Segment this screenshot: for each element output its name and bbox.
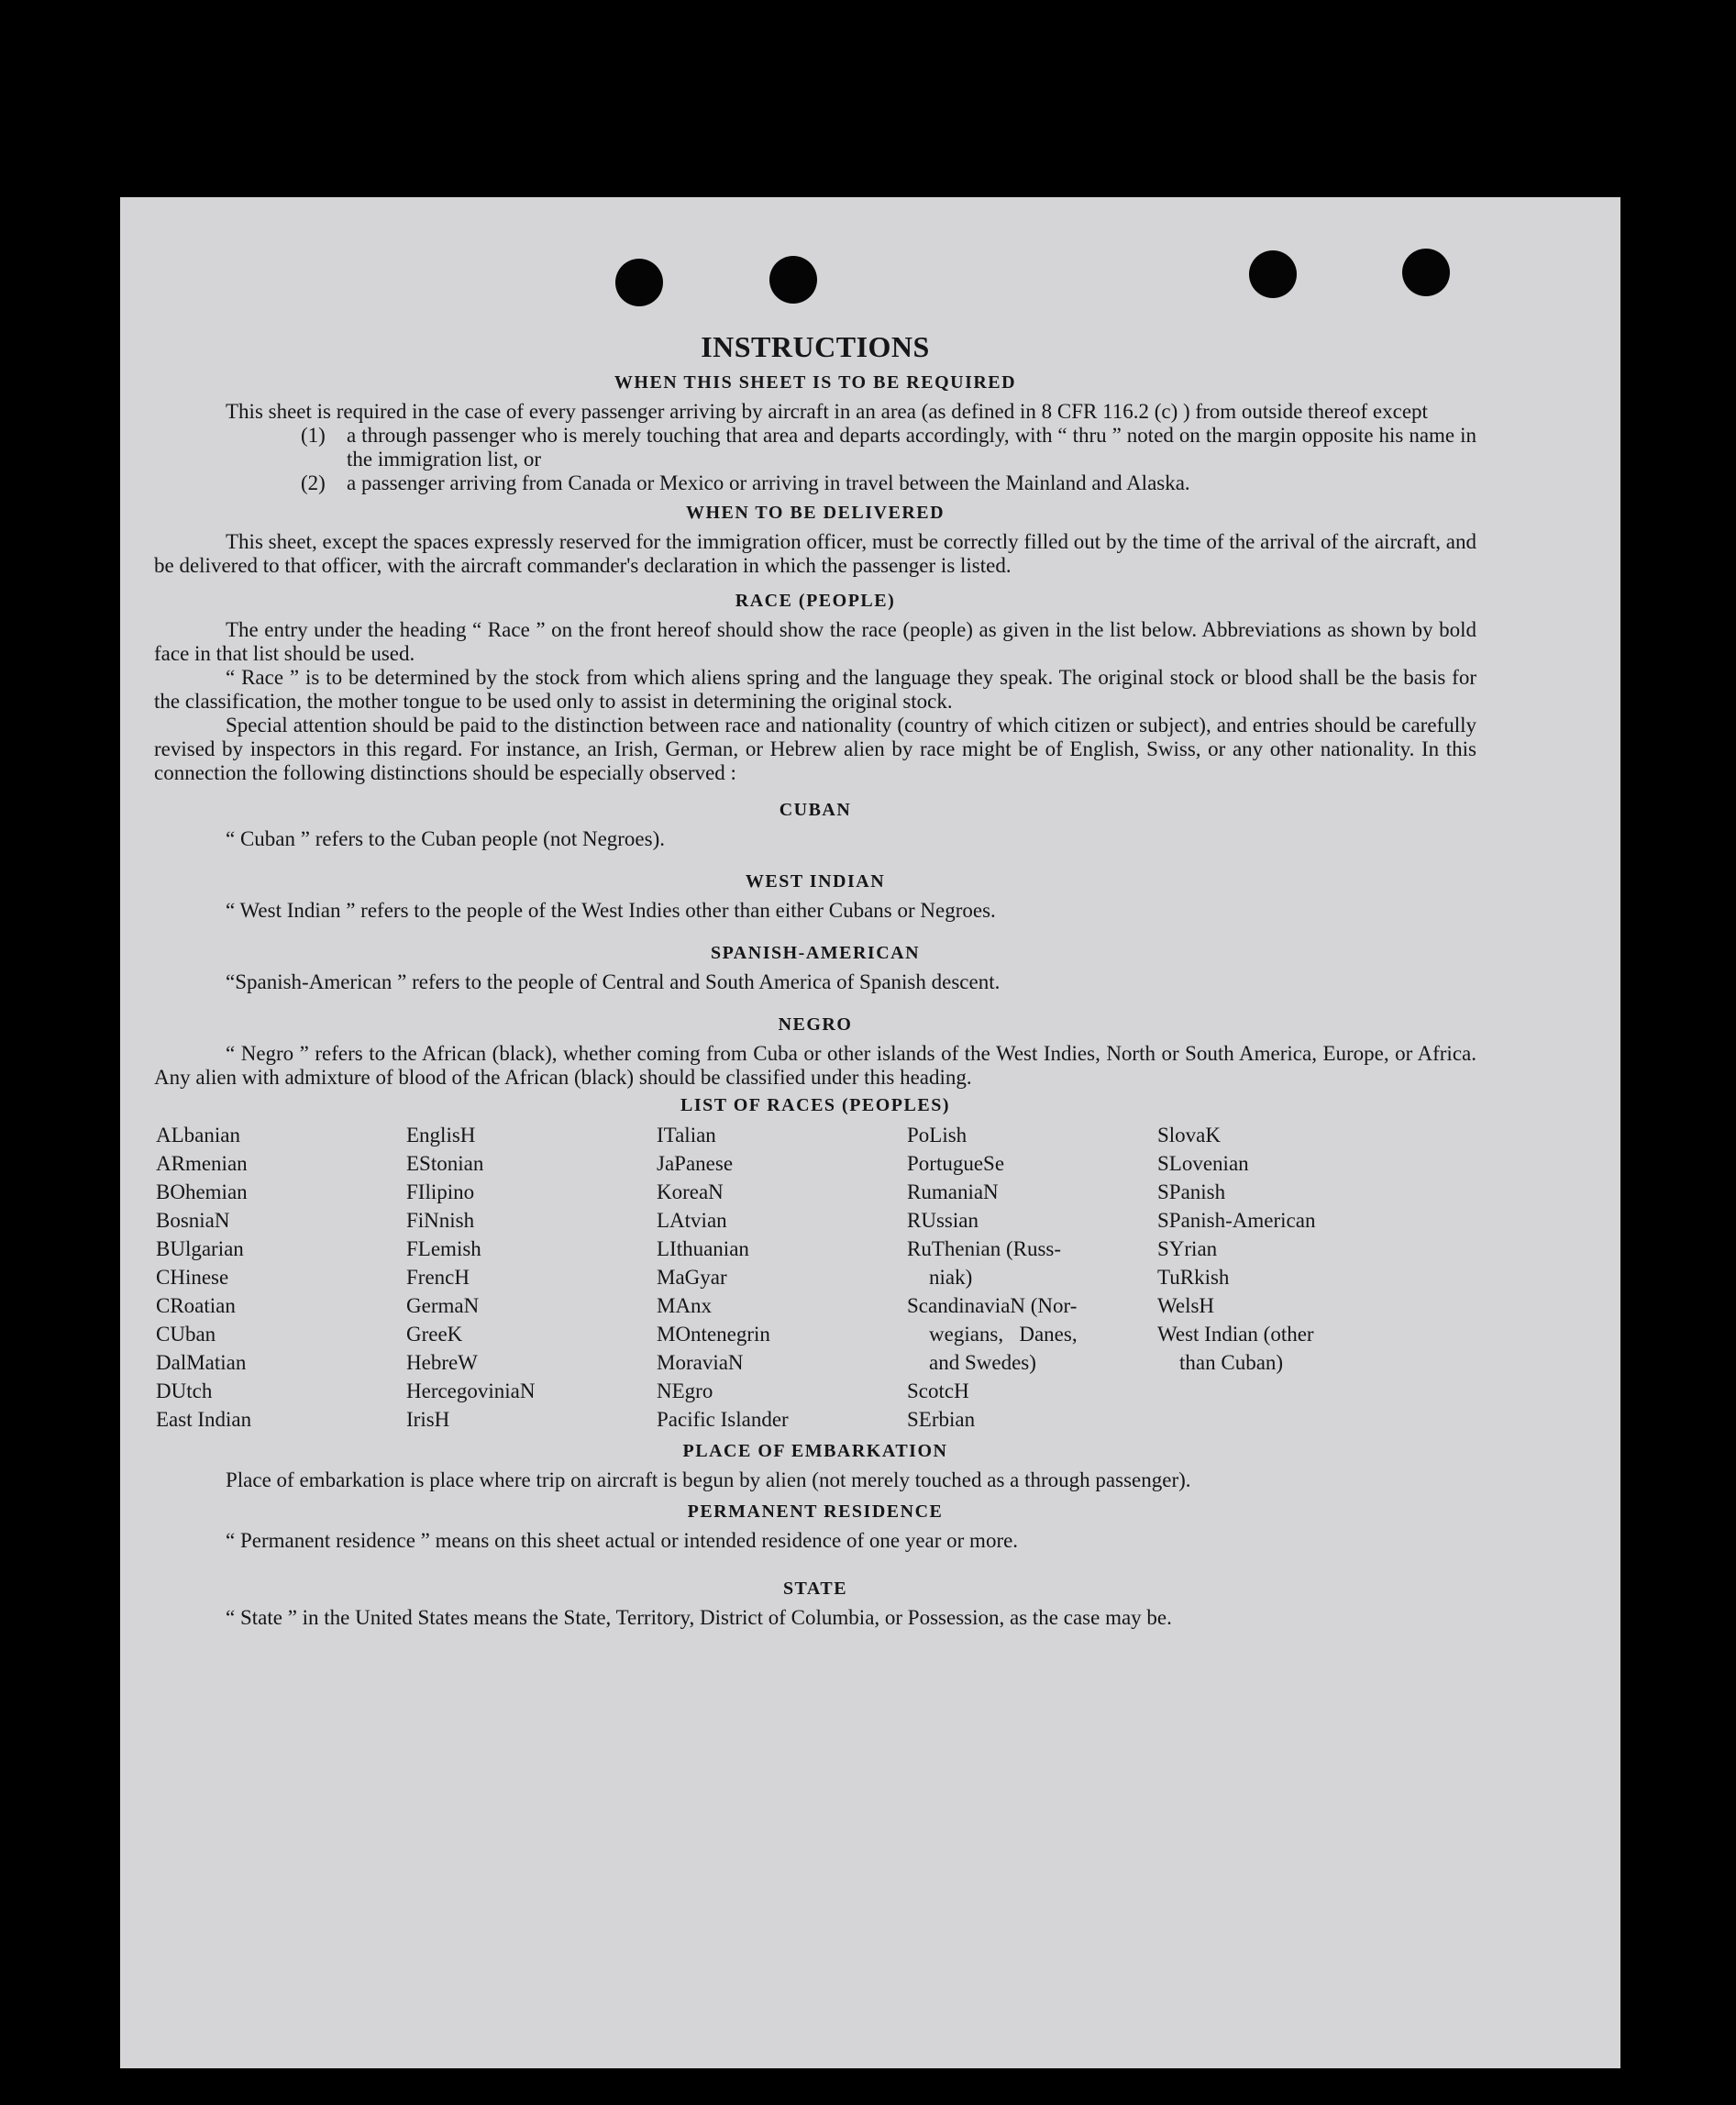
race-paragraph-1: The entry under the heading “ Race ” on the front hereof should show the race (people) as given in the list below. Abbreviations as shown by bold face in that list should be used. (154, 618, 1476, 665)
race-entry: GreeK (406, 1323, 463, 1346)
race-entry: FLemish (406, 1237, 481, 1260)
race-entry: Pacific Islander (657, 1408, 789, 1431)
race-entry: FrencH (406, 1266, 470, 1289)
race-entry: CRoatian (156, 1294, 236, 1317)
race-entry: ALbanian (156, 1124, 240, 1147)
race-entry: DalMatian (156, 1351, 247, 1374)
punch-hole (615, 259, 663, 306)
races-column-2 (406, 1121, 657, 1434)
race-entry: FIlipino (406, 1180, 475, 1203)
race-entry: SYrian (1157, 1237, 1218, 1260)
race-entry: MaGyar (657, 1266, 727, 1289)
races-column-3 (657, 1121, 907, 1434)
race-entry: BosniaN (156, 1209, 230, 1232)
race-entry: ScotcH (907, 1379, 969, 1402)
state-text: “ State ” in the United States means the State, Territory, District of Columbia, or Possession, as the case may be. (226, 1606, 1172, 1629)
race-entry: PortugueSe (907, 1152, 1005, 1175)
races-column-1 (156, 1121, 406, 1434)
race-entry: LIthuanian (657, 1237, 749, 1260)
race-entry-continued: than Cuban) (1179, 1351, 1284, 1374)
race-entry: DUtch (156, 1379, 213, 1402)
race-entry: RuThenian (Russ- (907, 1237, 1062, 1260)
instructions-content (154, 328, 1476, 1630)
negro-text: “ Negro ” refers to the African (black), whether coming from Cuba or other islands of the West Indies, North or South America, Europe, or Africa. Any alien with admixture of blood of the African (black) should be classified under this heading. (154, 1042, 1476, 1089)
race-entry: KoreaN (657, 1180, 724, 1203)
exception-number: (1) (301, 424, 326, 447)
race-entry: HercegoviniaN (406, 1379, 536, 1402)
race-entry: ITalian (657, 1124, 716, 1147)
section-heading-cuban: CUBAN (779, 800, 852, 820)
section-heading-state: STATE (782, 1579, 848, 1599)
race-entry: JaPanese (657, 1152, 734, 1175)
section-heading-west-indian: WEST INDIAN (745, 871, 886, 892)
race-entry: WelsH (1157, 1294, 1215, 1317)
punch-hole (1249, 250, 1297, 298)
race-entry: East Indian (156, 1408, 252, 1431)
race-entry: SPanish (1157, 1180, 1226, 1203)
section-heading-when-delivered: WHEN TO BE DELIVERED (685, 503, 945, 523)
exception-text: a through passenger who is merely touching that area and departs accordingly, with “ thru ” noted on the margin opposite his name in the immigration list, or (347, 424, 1476, 471)
punch-hole (1402, 249, 1450, 296)
race-entry-continued: niak) (929, 1266, 973, 1289)
section-heading-when-required: WHEN THIS SHEET IS TO BE REQUIRED (614, 372, 1017, 393)
races-list (156, 1121, 1476, 1434)
race-entry: HebreW (406, 1351, 478, 1374)
cuban-text: “ Cuban ” refers to the Cuban people (not Negroes). (226, 827, 666, 850)
race-entry: SlovaK (1157, 1124, 1221, 1147)
race-entry-continued: wegians, Danes, (929, 1323, 1078, 1346)
section-heading-spanish-american: SPANISH-AMERICAN (710, 943, 921, 963)
race-entry: MoraviaN (657, 1351, 744, 1374)
section-heading-embarkation: PLACE OF EMBARKATION (682, 1441, 948, 1461)
race-entry: LAtvian (657, 1209, 727, 1232)
races-column-5 (1157, 1121, 1387, 1434)
race-paragraph-2: “ Race ” is to be determined by the stock from which aliens spring and the language they speak. The original stock or blood shall be the basis for the classification, the mother tongue to be used only to assist in determining the original stock. (154, 666, 1476, 713)
section-heading-residence: PERMANENT RESIDENCE (687, 1501, 944, 1522)
page-title: INSTRUCTIONS (701, 330, 930, 363)
race-entry: BOhemian (156, 1180, 248, 1203)
when-delivered-text: This sheet, except the spaces expressly reserved for the immigration officer, must be correctly filled out by the time of the arrival of the aircraft, and be delivered to that officer, with the aircraft commander's declaration in which the passenger is listed. (154, 530, 1476, 577)
race-entry: TuRkish (1157, 1266, 1230, 1289)
race-entry: EnglisH (406, 1124, 476, 1147)
race-paragraph-3: Special attention should be paid to the distinction between race and nationality (country of which citizen or subject), and entries should be carefully revised by inspectors in this regard. For instance, an Irish, German, or Hebrew alien by race might be of English, Swiss, or any other nationality. In this connection the following distinctions should be especially observed : (154, 714, 1476, 784)
exception-number: (2) (301, 471, 326, 494)
race-entry: MOntenegrin (657, 1323, 770, 1346)
race-entry: GermaN (406, 1294, 480, 1317)
race-entry: EStonian (406, 1152, 484, 1175)
when-required-intro: This sheet is required in the case of every passenger arriving by aircraft in an area (as defined in 8 CFR 116.2 (c) ) from outside thereof except (226, 400, 1428, 423)
section-heading-negro: NEGRO (778, 1014, 853, 1035)
race-entry: IrisH (406, 1408, 450, 1431)
race-entry: FiNnish (406, 1209, 475, 1232)
spanish-american-text: “Spanish-American ” refers to the people of Central and South America of Spanish descent. (226, 970, 1001, 993)
race-entry: MAnx (657, 1294, 713, 1317)
punch-hole (769, 256, 817, 304)
exception-item-2 (154, 471, 1476, 495)
race-entry: West Indian (other (1157, 1323, 1314, 1346)
race-entry: BUlgarian (156, 1237, 244, 1260)
section-heading-race: RACE (PEOPLE) (735, 591, 896, 611)
exception-item-1 (154, 424, 1476, 471)
section-heading-list-of-races: LIST OF RACES (PEOPLES) (680, 1095, 950, 1115)
race-entry: CHinese (156, 1266, 229, 1289)
embarkation-text: Place of embarkation is place where trip on aircraft is begun by alien (not merely touched as a through passenger). (226, 1468, 1191, 1491)
west-indian-text: “ West Indian ” refers to the people of the West Indies other than either Cubans or Negroes. (226, 899, 996, 922)
race-entry: PoLish (907, 1124, 968, 1147)
race-entry: NEgro (657, 1379, 713, 1402)
race-entry-continued: and Swedes) (929, 1351, 1036, 1374)
residence-text: “ Permanent residence ” means on this sheet actual or intended residence of one year or more. (226, 1529, 1019, 1552)
race-entry: CUban (156, 1323, 216, 1346)
race-entry: ScandinaviaN (Nor- (907, 1294, 1078, 1317)
races-column-4 (907, 1121, 1157, 1434)
race-entry: RUssian (907, 1209, 979, 1232)
race-entry: RumaniaN (907, 1180, 999, 1203)
race-entry: SPanish-American (1157, 1209, 1316, 1232)
race-entry: SLovenian (1157, 1152, 1249, 1175)
exception-text: a passenger arriving from Canada or Mexico or arriving in travel between the Mainland and Alaska. (347, 471, 1190, 494)
race-entry: ARmenian (156, 1152, 248, 1175)
race-entry: SErbian (907, 1408, 976, 1431)
